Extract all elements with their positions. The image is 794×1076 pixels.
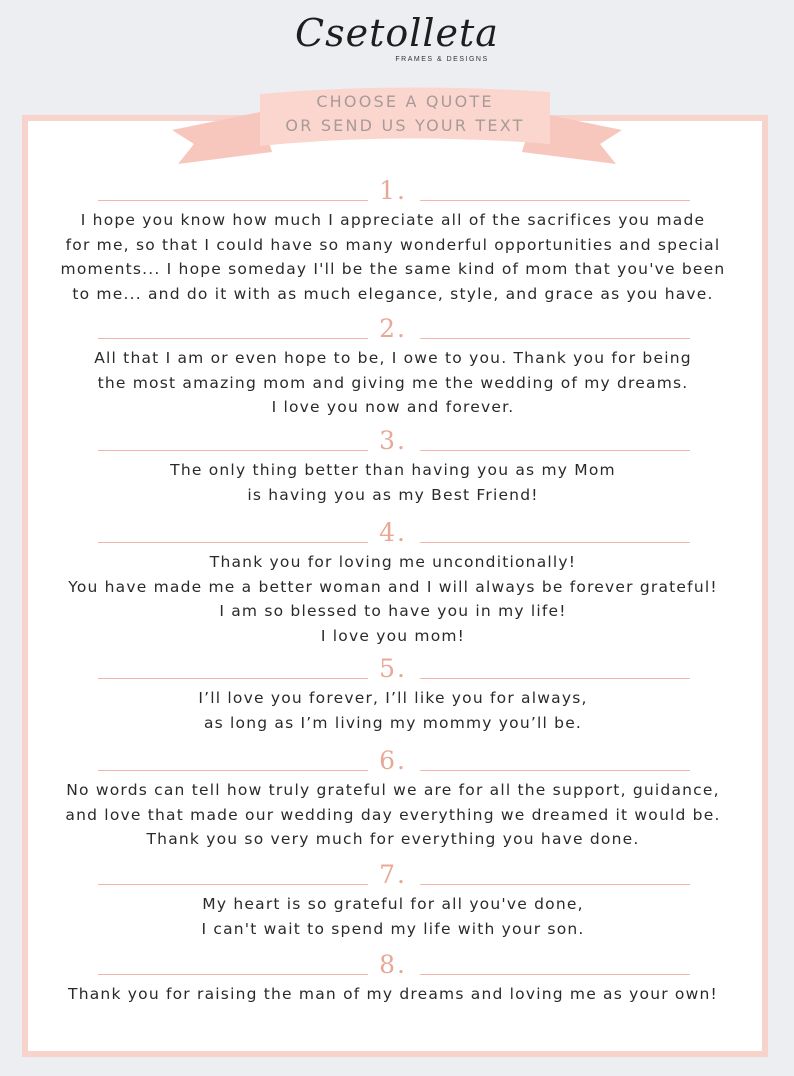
quote-item	[28, 656, 758, 735]
brand-header	[0, 6, 794, 63]
quote-text: I hope you know how much I appreciate all of the sacrifices you made for me, so that I could have so many wonderful opportunities and special moments... I hope someday I'll be the same kind of mom that you've been to me... and do it with as much elegance, style, and grace as you have.	[60, 211, 726, 303]
divider-right	[420, 542, 690, 543]
quote-number: 3.	[379, 426, 407, 455]
quote-heading	[28, 862, 758, 892]
quote-number: 6.	[379, 746, 407, 775]
divider-right	[420, 200, 690, 201]
brand-logo: Csetolleta	[295, 11, 499, 55]
quote-heading	[28, 178, 758, 208]
quote-text: No words can tell how truly grateful we are for all the support, guidance, and love that made our wedding day everything we dreamed it would be. Thank you so very much for everything you have done.	[65, 781, 721, 848]
quote-text: I’ll love you forever, I’ll like you for always, as long as I’m living my mommy you’ll be.	[198, 689, 588, 732]
quote-text: My heart is so grateful for all you've done, I can't wait to spend my life with your son.	[201, 895, 585, 938]
quote-heading	[28, 748, 758, 778]
quote-number: 8.	[379, 950, 407, 979]
quote-text: Thank you for raising the man of my dreams and loving me as your own!	[68, 985, 718, 1003]
quote-item	[28, 428, 758, 507]
divider-right	[420, 678, 690, 679]
quote-heading	[28, 520, 758, 550]
banner-line-1: CHOOSE A QUOTE	[316, 92, 494, 111]
ribbon-tail-left	[172, 112, 272, 164]
quote-text: Thank you for loving me unconditionally! You have made me a better woman and I will always be forever grateful! I am so blessed to have you in my life! I love you mom!	[68, 553, 718, 645]
quote-heading	[28, 952, 758, 982]
quote-heading	[28, 656, 758, 686]
brand-subtitle: FRAMES & DESIGNS	[395, 56, 489, 63]
divider-right	[420, 974, 690, 975]
quote-number: 4.	[379, 518, 407, 547]
quote-item	[28, 862, 758, 941]
banner-line-2: OR SEND US YOUR TEXT	[285, 116, 525, 135]
quote-heading	[28, 316, 758, 346]
quote-number: 2.	[379, 314, 407, 343]
quote-number: 1.	[379, 176, 407, 205]
quote-heading	[28, 428, 758, 458]
divider-right	[420, 338, 690, 339]
divider-right	[420, 770, 690, 771]
banner-title	[260, 90, 550, 138]
quote-text: All that I am or even hope to be, I owe to you. Thank you for being the most amazing mom and giving me the wedding of my dreams. I love you now and forever.	[94, 349, 692, 416]
quote-item	[28, 748, 758, 852]
quote-item	[28, 520, 758, 648]
quote-item	[28, 952, 758, 1007]
divider-right	[420, 450, 690, 451]
quote-number: 5.	[379, 654, 407, 683]
divider-right	[420, 884, 690, 885]
quote-number: 7.	[379, 860, 407, 889]
quote-item	[28, 178, 758, 306]
quote-text: The only thing better than having you as my Mom is having you as my Best Friend!	[170, 461, 616, 504]
quote-item	[28, 316, 758, 420]
